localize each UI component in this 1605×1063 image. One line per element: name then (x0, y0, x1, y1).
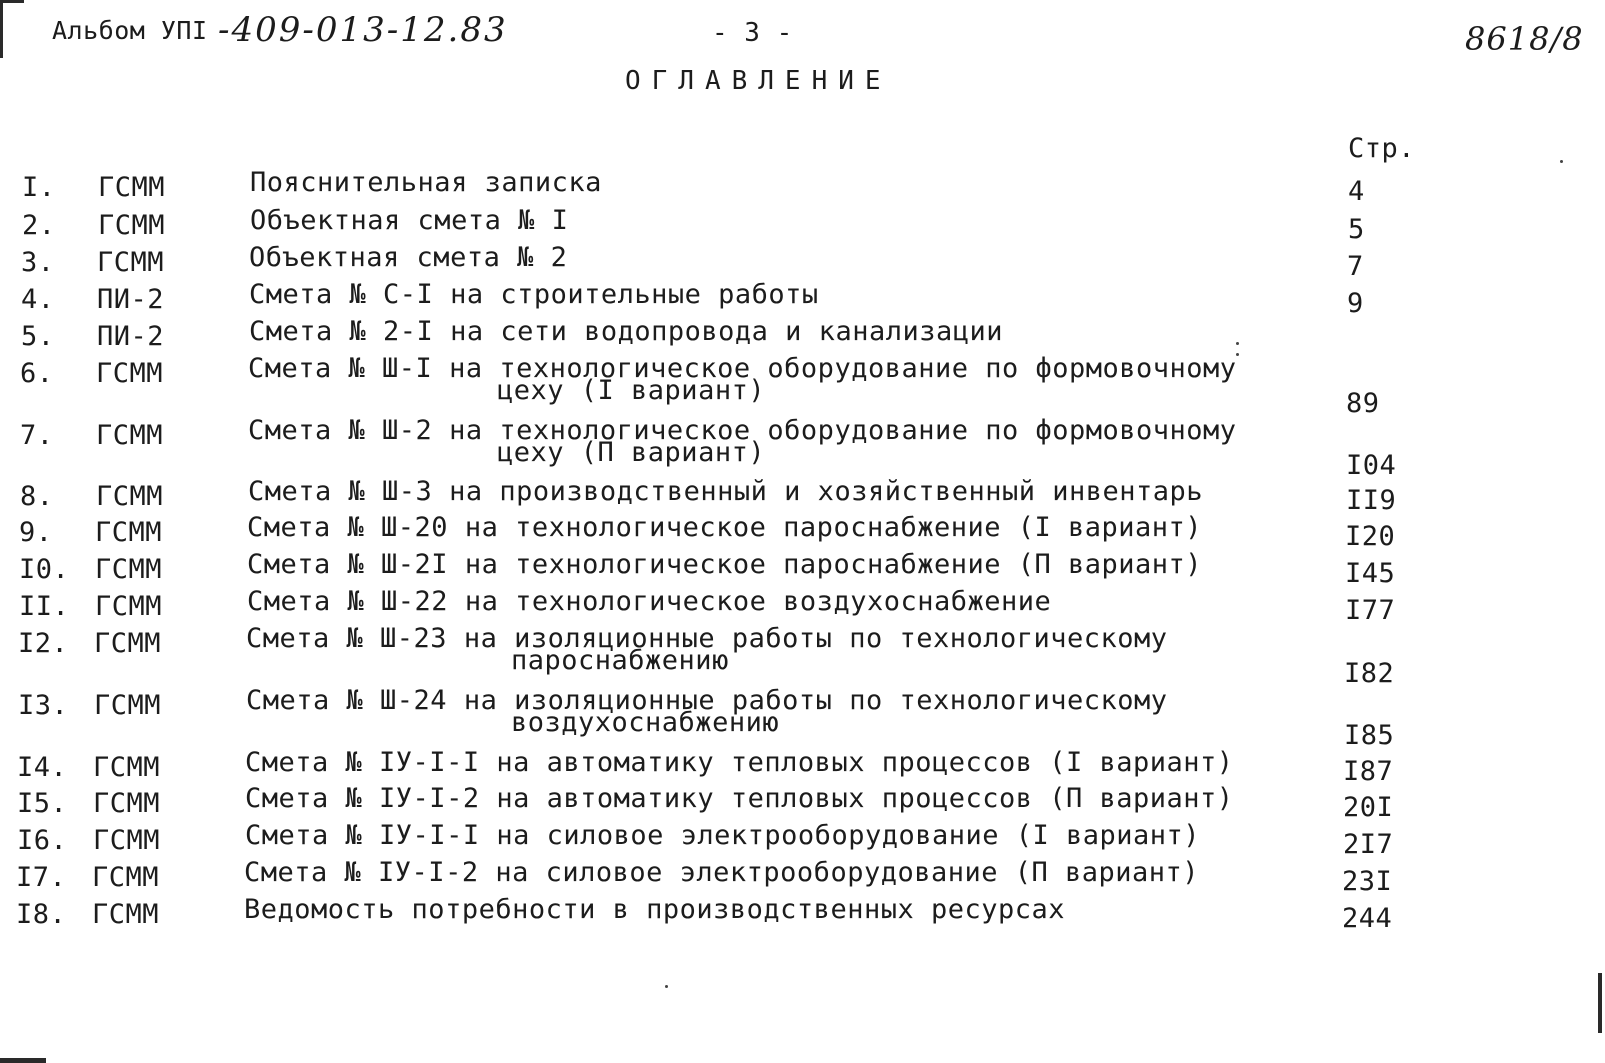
toc-item-title: Смета № Ш-23 на изоляционные работы по технологическому (246, 623, 1168, 654)
toc-item-title: Объектная смета № 2 (249, 242, 568, 273)
toc-item-number: 7. (20, 420, 54, 451)
toc-item-title: Смета № Ш-2 на технологическое оборудование по формовочному (248, 415, 1237, 446)
toc-item-number: I2. (18, 628, 69, 659)
toc-item-page: 7 (1347, 251, 1364, 282)
toc-item-code: ГСММ (95, 517, 163, 548)
toc-item-code: ГСММ (93, 788, 161, 819)
toc-item-title: Пояснительная записка (250, 167, 602, 198)
toc-item-code: ГСММ (92, 862, 160, 893)
toc-item-code: ГСММ (93, 752, 161, 783)
toc-item-title: Смета № С-I на строительные работы (249, 279, 819, 310)
toc-item-number: I7. (16, 862, 67, 893)
toc-item-title-continued: цеху (П вариант) (497, 437, 766, 468)
toc-item-title-continued: пароснабжению (511, 645, 729, 676)
toc-item-title: Смета № Ш-24 на изоляционные работы по технологическому (246, 685, 1168, 716)
toc-item-page: I20 (1345, 521, 1396, 552)
toc-item-number: I. (22, 172, 56, 203)
toc-item-code: ГСММ (98, 210, 166, 241)
toc-item-title: Смета № Ш-22 на технологическое воздухоснабжение (247, 586, 1052, 617)
toc-item-title: Смета № IУ-I-I на автоматику тепловых процессов (I вариант) (245, 747, 1234, 778)
toc-item-code: ГСММ (95, 554, 163, 585)
toc-item-number: 6. (20, 358, 54, 389)
toc-item-title-continued: цеху (I вариант) (497, 375, 766, 406)
toc-item-page: 2I7 (1343, 829, 1394, 860)
toc-item-title: Смета № Ш-3 на производственный и хозяйственный инвентарь (248, 476, 1204, 507)
toc-item-page: 5 (1348, 214, 1365, 245)
toc-item-code: ГСММ (96, 358, 164, 389)
page-title: ОГЛАВЛЕНИЕ (625, 66, 892, 96)
toc-item-code: ГСММ (97, 247, 165, 278)
toc-item-code: ГСММ (95, 591, 163, 622)
toc-item-number: I3. (18, 690, 69, 721)
toc-item-page: 89 (1346, 388, 1380, 419)
toc-item-number: I8. (16, 899, 67, 930)
album-prefix: Альбом УПI (52, 16, 208, 45)
toc-item-title: Смета № Ш-2I на технологическое пароснабжение (П вариант) (247, 549, 1203, 580)
toc-item-page: 9 (1347, 288, 1364, 319)
toc-item-page: I82 (1344, 658, 1395, 689)
toc-item-number: 8. (20, 481, 54, 512)
toc-item-number: I6. (17, 825, 68, 856)
toc-item-code: ГСММ (98, 172, 166, 203)
toc-item-title: Смета № IУ-I-2 на силовое электрооборудование (П вариант) (244, 857, 1200, 888)
toc-item-number: 4. (21, 284, 55, 315)
toc-item-page: I85 (1344, 720, 1395, 751)
toc-item-page: I45 (1345, 558, 1396, 589)
toc-item-number: II. (19, 591, 70, 622)
toc-item-page: 23I (1342, 866, 1393, 897)
page-column-label: Стр. (1348, 133, 1416, 164)
toc-item-number: 2. (22, 210, 56, 241)
toc-item-title: Смета № IУ-I-2 на автоматику тепловых процессов (П вариант) (245, 783, 1234, 814)
toc-item-code: ГСММ (93, 825, 161, 856)
toc-item-number: I5. (17, 788, 68, 819)
toc-item-code: ГСММ (96, 420, 164, 451)
archive-number-handwritten: 8618/8 (1465, 20, 1584, 58)
toc-item-number: I4. (17, 752, 68, 783)
toc-item-code: ГСММ (92, 899, 160, 930)
toc-item-page: II9 (1346, 485, 1397, 516)
page-number: - 3 - (712, 18, 793, 48)
toc-item-code: ПИ-2 (97, 284, 165, 315)
album-code-handwritten: -409-013-12.83 (218, 10, 508, 50)
toc-item-code: ГСММ (96, 481, 164, 512)
toc-item-title: Объектная смета № I (250, 205, 569, 236)
toc-item-page: 20I (1343, 792, 1394, 823)
toc-item-title-continued: воздухоснабжению (511, 707, 780, 738)
toc-item-title: Смета № Ш-I на технологическое оборудование по формовочному (248, 353, 1237, 384)
toc-item-page: I87 (1343, 756, 1394, 787)
toc-item-title: Смета № IУ-I-I на силовое электрооборудование (I вариант) (245, 820, 1201, 851)
toc-item-page: I77 (1345, 595, 1396, 626)
toc-item-page: 244 (1342, 903, 1393, 934)
toc-item-number: 9. (19, 517, 53, 548)
toc-item-title: Смета № Ш-20 на технологическое пароснабжение (I вариант) (247, 512, 1203, 543)
toc-item-number: 5. (21, 321, 55, 352)
toc-item-title: Ведомость потребности в производственных ресурсах (244, 894, 1066, 925)
toc-item-code: ГСММ (94, 690, 162, 721)
toc-item-code: ГСММ (94, 628, 162, 659)
toc-item-code: ПИ-2 (97, 321, 165, 352)
toc-item-title: Смета № 2-I на сети водопровода и канализации (249, 316, 1003, 347)
toc-item-number: I0. (19, 554, 70, 585)
toc-item-number: 3. (21, 247, 55, 278)
toc-item-page: I04 (1346, 450, 1397, 481)
toc-item-page: 4 (1348, 176, 1365, 207)
